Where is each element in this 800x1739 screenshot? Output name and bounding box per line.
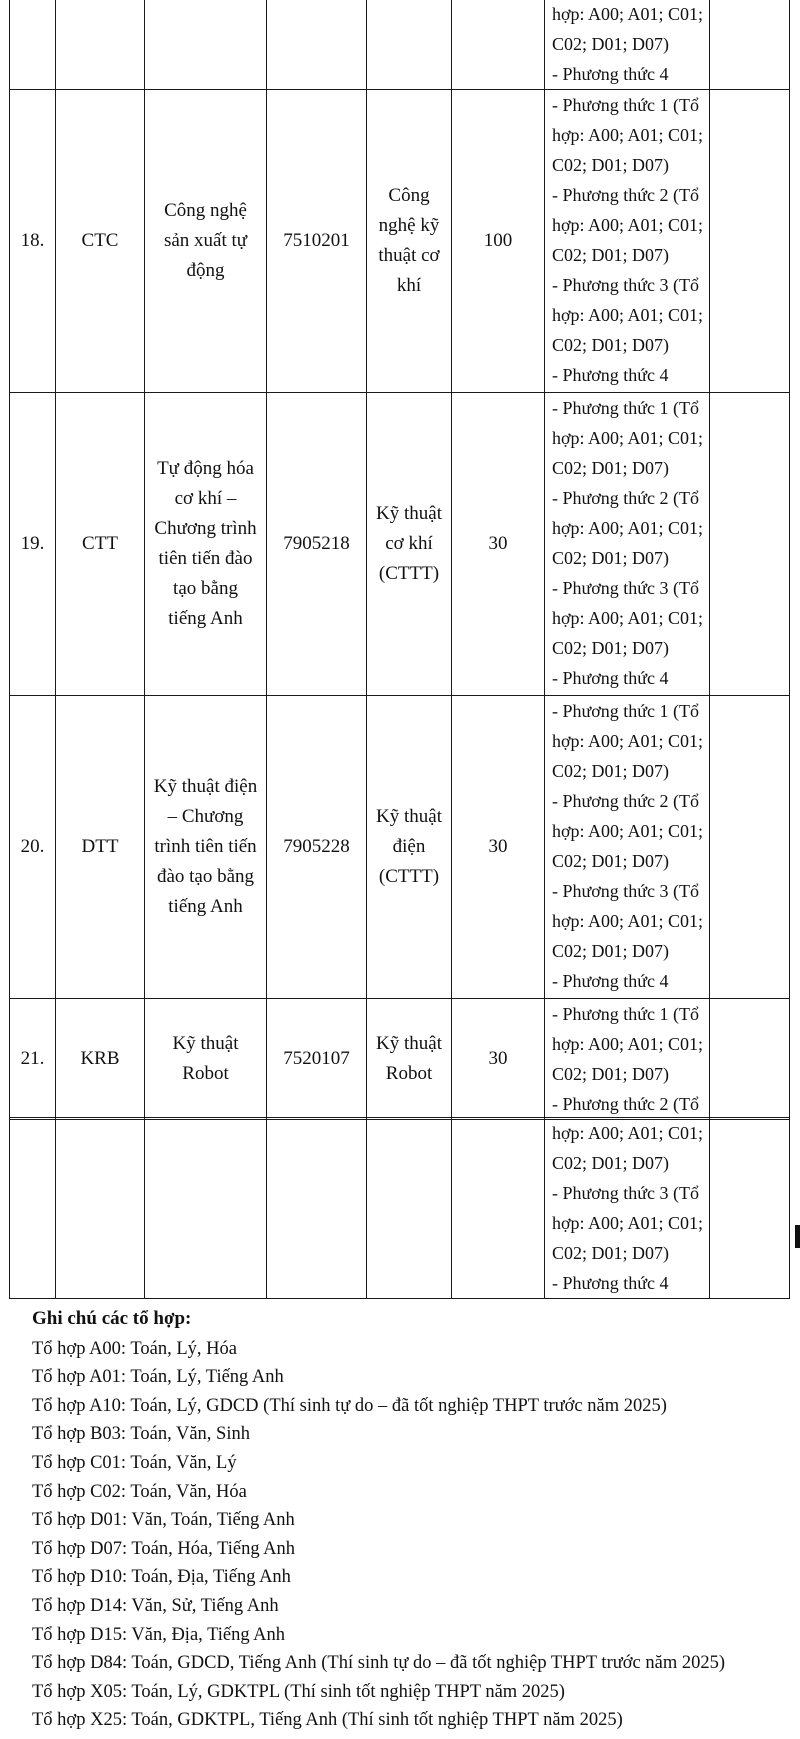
text-line: - Phương thức 1 (Tổ	[552, 398, 700, 418]
text-line: - Phương thức 3 (Tổ	[552, 881, 700, 901]
code-cell: KRB	[56, 999, 145, 1120]
text-line: C02; D01; D07)	[552, 1243, 669, 1263]
text-line: - Phương thức 1 (Tổ	[552, 1004, 700, 1024]
text-line: - Phương thức 4	[552, 1273, 669, 1293]
text-line: (CTTT)	[378, 866, 440, 887]
table-row	[10, 696, 790, 999]
table-row	[10, 1118, 790, 1299]
page-edge-mark	[795, 1225, 800, 1248]
text-line: nghệ kỹ	[378, 215, 440, 236]
text-line: - Phương thức 1 (Tổ	[552, 701, 700, 721]
combination-notes	[32, 1305, 792, 1735]
table-row	[10, 90, 790, 393]
text-line: Robot	[385, 1063, 433, 1084]
text-line: C02; D01; D07)	[552, 34, 669, 54]
text-line: - Phương thức 4	[552, 668, 669, 688]
text-line: Kỹ thuật	[172, 1033, 239, 1054]
major-code-cell: 7510201	[267, 90, 367, 393]
text-line: cơ khí	[385, 533, 433, 554]
text-line: - Phương thức 2 (Tổ	[552, 185, 700, 205]
text-line: điện	[392, 836, 426, 857]
methods-cell	[545, 90, 710, 393]
admission-table-continued	[9, 1117, 790, 1299]
quota-cell: 30	[452, 999, 545, 1120]
methods-cell	[545, 393, 710, 696]
text-line: tiếng Anh	[168, 608, 243, 629]
major-code-cell: 7520107	[267, 999, 367, 1120]
text-line: tiếng Anh	[168, 896, 243, 917]
text-line: - Phương thức 4	[552, 64, 669, 84]
text-line: - Phương thức 4	[552, 365, 669, 385]
stt-cell: 19.	[10, 393, 56, 696]
major-code-cell	[267, 1118, 367, 1299]
text-line: C02; D01; D07)	[552, 761, 669, 781]
note-item: Tổ hợp B03: Toán, Văn, Sinh	[32, 1424, 250, 1445]
major-name-cell	[367, 1118, 452, 1299]
text-line: – Chương	[167, 806, 244, 827]
text-line: - Phương thức 3 (Tổ	[552, 1183, 700, 1203]
text-line: Công nghệ	[164, 200, 247, 221]
text-line: C02; D01; D07)	[552, 1153, 669, 1173]
text-line: C02; D01; D07)	[552, 638, 669, 658]
methods-cell	[545, 1118, 710, 1299]
text-line: (CTTT)	[378, 563, 440, 584]
text-line: sản xuất tự	[163, 230, 248, 251]
quota-cell	[452, 0, 545, 90]
text-line: - Phương thức 3 (Tổ	[552, 275, 700, 295]
notes-list	[32, 1335, 792, 1735]
note-item: Tổ hợp X05: Toán, Lý, GDKTPL (Thí sinh tốt nghiệp THPT năm 2025)	[32, 1681, 565, 1702]
text-line: hợp: A00; A01; C01;	[552, 518, 704, 538]
major-name-cell	[367, 393, 452, 696]
text-line: Công	[388, 185, 430, 206]
text-line: - Phương thức 2 (Tổ	[552, 488, 700, 508]
quota-cell: 30	[452, 696, 545, 999]
text-line: C02; D01; D07)	[552, 245, 669, 265]
major-code-cell: 7905218	[267, 393, 367, 696]
text-line: hợp: A00; A01; C01;	[552, 731, 704, 751]
text-line: hợp: A00; A01; C01;	[552, 4, 704, 24]
table-row	[10, 0, 790, 90]
text-line: hợp: A00; A01; C01;	[552, 821, 704, 841]
note-cell	[710, 90, 790, 393]
text-line: C02; D01; D07)	[552, 941, 669, 961]
text-line: C02; D01; D07)	[552, 155, 669, 175]
stt-cell: 20.	[10, 696, 56, 999]
code-cell	[56, 0, 145, 90]
program-name-cell	[145, 999, 267, 1120]
text-line: hợp: A00; A01; C01;	[552, 125, 704, 145]
text-line: - Phương thức 2 (Tổ	[552, 1094, 700, 1114]
note-item: Tổ hợp X25: Toán, GDKTPL, Tiếng Anh (Thí sinh tốt nghiệp THPT năm 2025)	[32, 1710, 623, 1731]
major-name-cell	[367, 0, 452, 90]
text-line: hợp: A00; A01; C01;	[552, 1034, 704, 1054]
major-name-cell	[367, 696, 452, 999]
note-item: Tổ hợp A00: Toán, Lý, Hóa	[32, 1338, 237, 1359]
text-line: Kỹ thuật	[376, 1033, 442, 1054]
text-line: tiên tiến đào	[158, 548, 253, 569]
text-line: Kỹ thuật	[376, 806, 442, 827]
note-cell	[710, 999, 790, 1120]
note-item: Tổ hợp D01: Văn, Toán, Tiếng Anh	[32, 1510, 295, 1531]
code-cell	[56, 1118, 145, 1299]
stt-cell: 21.	[10, 999, 56, 1120]
note-item: Tổ hợp C02: Toán, Văn, Hóa	[32, 1481, 247, 1502]
program-name-cell	[145, 0, 267, 90]
note-cell	[710, 0, 790, 90]
text-line: - Phương thức 4	[552, 971, 669, 991]
code-cell: CTC	[56, 90, 145, 393]
text-line: hợp: A00; A01; C01;	[552, 215, 704, 235]
stt-cell	[10, 0, 56, 90]
text-line: - Phương thức 2 (Tổ	[552, 791, 700, 811]
text-line: hợp: A00; A01; C01;	[552, 305, 704, 325]
text-line: C02; D01; D07)	[552, 458, 669, 478]
text-line: hợp: A00; A01; C01;	[552, 608, 704, 628]
note-item: Tổ hợp D15: Văn, Địa, Tiếng Anh	[32, 1624, 286, 1645]
text-line: Tự động hóa	[157, 458, 254, 479]
note-item: Tổ hợp D10: Toán, Địa, Tiếng Anh	[32, 1567, 291, 1588]
text-line: Robot	[182, 1063, 229, 1084]
program-name-cell	[145, 1118, 267, 1299]
text-line: - Phương thức 1 (Tổ	[552, 95, 700, 115]
text-line: cơ khí –	[174, 488, 237, 509]
table-row	[10, 393, 790, 696]
note-cell	[710, 696, 790, 999]
major-code-cell: 7905228	[267, 696, 367, 999]
note-item: Tổ hợp A10: Toán, Lý, GDCD (Thí sinh tự do – đã tốt nghiệp THPT trước năm 2025)	[32, 1395, 667, 1416]
text-line: Kỹ thuật điện	[153, 776, 258, 797]
methods-cell	[545, 0, 710, 90]
major-code-cell	[267, 0, 367, 90]
program-name-cell	[145, 90, 267, 393]
text-line: C02; D01; D07)	[552, 335, 669, 355]
major-name-cell	[367, 999, 452, 1120]
note-item: Tổ hợp A01: Toán, Lý, Tiếng Anh	[32, 1367, 284, 1388]
quota-cell	[452, 1118, 545, 1299]
text-line: hợp: A00; A01; C01;	[552, 911, 704, 931]
text-line: trình tiên tiến	[154, 836, 257, 857]
text-line: C02; D01; D07)	[552, 548, 669, 568]
text-line: khí	[396, 275, 422, 296]
code-cell: DTT	[56, 696, 145, 999]
quota-cell: 100	[452, 90, 545, 393]
code-cell: CTT	[56, 393, 145, 696]
text-line: thuật cơ	[378, 245, 440, 266]
text-line: Kỹ thuật	[376, 503, 442, 524]
text-line: hợp: A00; A01; C01;	[552, 1213, 704, 1233]
quota-cell: 30	[452, 393, 545, 696]
major-name-cell	[367, 90, 452, 393]
admission-table	[9, 0, 790, 1120]
methods-cell	[545, 696, 710, 999]
text-line: hợp: A00; A01; C01;	[552, 1123, 704, 1143]
table-row	[10, 999, 790, 1120]
note-item: Tổ hợp D14: Văn, Sử, Tiếng Anh	[32, 1595, 279, 1616]
text-line: hợp: A00; A01; C01;	[552, 428, 704, 448]
text-line: Chương trình	[154, 518, 257, 539]
stt-cell: 18.	[10, 90, 56, 393]
text-line: C02; D01; D07)	[552, 1064, 669, 1084]
stt-cell	[10, 1118, 56, 1299]
text-line: động	[186, 260, 225, 281]
methods-cell	[545, 999, 710, 1120]
program-name-cell	[145, 393, 267, 696]
text-line: tạo bằng	[173, 578, 238, 599]
note-cell	[710, 1118, 790, 1299]
text-line: đào tạo bằng	[156, 866, 255, 887]
note-cell	[710, 393, 790, 696]
notes-title: Ghi chú các tổ hợp:	[32, 1308, 192, 1329]
text-line: C02; D01; D07)	[552, 851, 669, 871]
note-item: Tổ hợp C01: Toán, Văn, Lý	[32, 1452, 237, 1473]
note-item: Tổ hợp D84: Toán, GDCD, Tiếng Anh (Thí sinh tự do – đã tốt nghiệp THPT trước năm 2025)	[32, 1653, 726, 1674]
text-line: - Phương thức 3 (Tổ	[552, 578, 700, 598]
program-name-cell	[145, 696, 267, 999]
note-item: Tổ hợp D07: Toán, Hóa, Tiếng Anh	[32, 1538, 296, 1559]
